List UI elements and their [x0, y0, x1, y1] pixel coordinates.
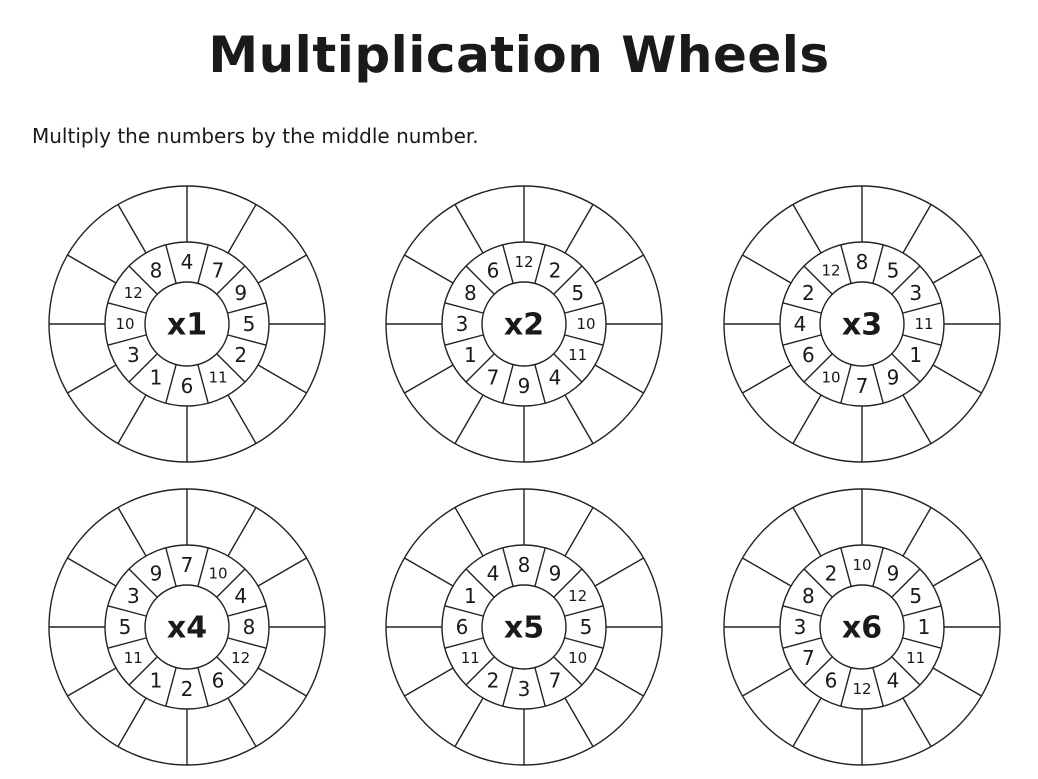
outer-divider	[404, 365, 453, 393]
instruction-text: Multiply the numbers by the middle number.	[32, 124, 479, 148]
outer-divider	[793, 204, 821, 253]
wheel-number: 1	[149, 365, 163, 390]
wheel-number: 10	[208, 564, 228, 583]
wheel-number: 5	[579, 615, 593, 639]
wheel-number: 2	[234, 343, 248, 367]
inner-divider	[841, 668, 851, 707]
outer-divider	[67, 668, 116, 696]
inner-divider	[198, 548, 208, 587]
wheel-number: 4	[548, 365, 562, 390]
wheel-number: 10	[821, 368, 841, 387]
wheel-number: 5	[118, 615, 132, 639]
wheel-number: 4	[793, 312, 807, 336]
wheel-number: 9	[149, 561, 163, 586]
outer-divider	[595, 668, 644, 696]
inner-divider	[503, 245, 513, 284]
outer-divider	[742, 558, 791, 586]
page-title: Multiplication Wheels	[208, 26, 830, 84]
outer-divider	[933, 365, 982, 393]
wheel-number: 10	[852, 556, 872, 574]
wheel-number: 4	[486, 561, 500, 586]
wheel-number: 8	[463, 281, 477, 305]
wheel-number: 11	[914, 315, 934, 333]
inner-divider	[841, 365, 851, 404]
wheel-number: 12	[852, 680, 872, 698]
inner-divider	[535, 548, 545, 587]
outer-divider	[793, 395, 821, 444]
wheel-number: 5	[886, 258, 900, 283]
outer-divider	[595, 558, 644, 586]
wheel-number: 6	[455, 615, 469, 639]
inner-divider	[903, 638, 942, 648]
wheel-multiplier: x6	[841, 610, 883, 646]
inner-divider	[166, 668, 176, 707]
wheel-number: 6	[801, 343, 815, 367]
wheel-multiplier: x1	[166, 307, 208, 343]
inner-divider	[873, 245, 883, 284]
outer-divider	[742, 668, 791, 696]
wheel-multiplier: x5	[503, 610, 545, 646]
wheel-number: 5	[242, 312, 256, 336]
outer-divider	[258, 558, 307, 586]
outer-divider	[228, 395, 256, 444]
multiplication-wheel-1	[47, 184, 327, 464]
wheel-multiplier: x4	[166, 610, 208, 646]
inner-divider	[108, 303, 147, 313]
wheel-number: 8	[517, 553, 531, 577]
wheel-number: 3	[793, 615, 807, 639]
outer-divider	[565, 395, 593, 444]
multiplication-wheel-3	[722, 184, 1002, 464]
wheel-number: 7	[486, 365, 500, 390]
outer-divider	[565, 698, 593, 747]
inner-divider	[503, 548, 513, 587]
wheel-number: 8	[242, 615, 256, 639]
outer-divider	[67, 255, 116, 283]
wheel-number: 12	[821, 261, 841, 280]
outer-divider	[455, 507, 483, 556]
outer-divider	[793, 698, 821, 747]
outer-divider	[903, 204, 931, 253]
outer-divider	[742, 365, 791, 393]
inner-divider	[565, 638, 604, 648]
wheel-multiplier: x2	[503, 307, 545, 343]
wheel-number: 2	[548, 258, 562, 283]
inner-divider	[198, 245, 208, 284]
outer-divider	[595, 255, 644, 283]
inner-divider	[503, 668, 513, 707]
wheel-number: 9	[234, 281, 248, 305]
multiplication-wheel-6	[722, 487, 1002, 767]
wheel-number: 4	[180, 250, 194, 274]
multiplication-wheel-5	[384, 487, 664, 767]
outer-divider	[903, 395, 931, 444]
outer-divider	[258, 668, 307, 696]
inner-divider	[228, 638, 267, 648]
wheel-number: 1	[909, 343, 923, 367]
wheel-number: 8	[801, 584, 815, 608]
inner-divider	[166, 365, 176, 404]
inner-divider	[841, 245, 851, 284]
wheel-number: 6	[211, 668, 225, 693]
wheel-number: 7	[180, 553, 194, 577]
multiplication-wheel-2	[384, 184, 664, 464]
wheel-number: 7	[211, 258, 225, 283]
outer-divider	[595, 365, 644, 393]
outer-divider	[933, 558, 982, 586]
wheel-number: 12	[231, 649, 251, 667]
wheel-number: 4	[886, 668, 900, 693]
outer-divider	[228, 698, 256, 747]
wheel-number: 1	[917, 615, 931, 639]
wheel-number: 9	[886, 365, 900, 390]
wheel-number: 5	[571, 281, 585, 305]
inner-divider	[445, 638, 484, 648]
wheel-number: 1	[463, 584, 477, 608]
inner-divider	[873, 365, 883, 404]
outer-divider	[404, 255, 453, 283]
inner-divider	[535, 668, 545, 707]
wheel-number: 7	[548, 668, 562, 693]
wheel-number: 3	[126, 584, 140, 608]
outer-divider	[404, 668, 453, 696]
wheel-number: 11	[568, 346, 588, 364]
wheel-number: 12	[123, 284, 143, 302]
wheel-number: 6	[486, 258, 500, 283]
inner-divider	[198, 365, 208, 404]
wheel-number: 2	[180, 677, 194, 701]
outer-divider	[903, 507, 931, 556]
outer-divider	[228, 507, 256, 556]
inner-divider	[873, 548, 883, 587]
outer-divider	[933, 668, 982, 696]
wheel-number: 7	[801, 646, 815, 670]
outer-divider	[228, 204, 256, 253]
outer-divider	[67, 558, 116, 586]
wheel-number: 2	[486, 668, 500, 693]
wheel-multiplier: x3	[841, 307, 883, 343]
outer-divider	[903, 698, 931, 747]
wheel-number: 8	[149, 258, 163, 283]
outer-divider	[258, 255, 307, 283]
inner-divider	[873, 668, 883, 707]
wheel-number: 3	[126, 343, 140, 367]
wheel-number: 4	[234, 584, 248, 608]
wheel-number: 3	[455, 312, 469, 336]
wheel-number: 3	[517, 677, 531, 701]
wheel-number: 1	[149, 668, 163, 693]
outer-divider	[455, 698, 483, 747]
wheel-number: 9	[517, 374, 531, 398]
wheel-number: 8	[855, 250, 869, 274]
wheel-number: 10	[115, 315, 135, 333]
inner-divider	[503, 365, 513, 404]
inner-divider	[841, 548, 851, 587]
wheel-number: 6	[180, 374, 194, 398]
outer-divider	[67, 365, 116, 393]
inner-divider	[166, 548, 176, 587]
inner-divider	[198, 668, 208, 707]
inner-divider	[166, 245, 176, 284]
wheel-number: 10	[568, 649, 588, 667]
outer-divider	[118, 698, 146, 747]
outer-divider	[118, 395, 146, 444]
wheel-number: 11	[208, 368, 228, 387]
outer-divider	[933, 255, 982, 283]
inner-divider	[535, 245, 545, 284]
multiplication-wheel-4	[47, 487, 327, 767]
wheel-number: 5	[909, 584, 923, 608]
wheel-number: 2	[824, 561, 838, 586]
inner-divider	[535, 365, 545, 404]
inner-divider	[565, 335, 604, 345]
outer-divider	[118, 507, 146, 556]
wheel-number: 3	[909, 281, 923, 305]
wheel-number: 1	[463, 343, 477, 367]
outer-divider	[565, 204, 593, 253]
wheel-number: 11	[123, 649, 143, 667]
wheel-number: 7	[855, 374, 869, 398]
outer-divider	[455, 395, 483, 444]
wheel-number: 6	[824, 668, 838, 693]
wheel-number: 11	[906, 649, 926, 667]
outer-divider	[455, 204, 483, 253]
wheel-number: 12	[568, 587, 588, 605]
wheel-number: 12	[514, 253, 534, 271]
wheel-number: 2	[801, 281, 815, 305]
outer-divider	[793, 507, 821, 556]
outer-divider	[565, 507, 593, 556]
outer-divider	[404, 558, 453, 586]
wheel-number: 11	[460, 649, 480, 667]
outer-divider	[118, 204, 146, 253]
outer-divider	[258, 365, 307, 393]
inner-divider	[108, 638, 147, 648]
wheel-number: 9	[886, 561, 900, 586]
wheel-number: 9	[548, 561, 562, 586]
wheel-number: 10	[576, 315, 596, 333]
outer-divider	[742, 255, 791, 283]
